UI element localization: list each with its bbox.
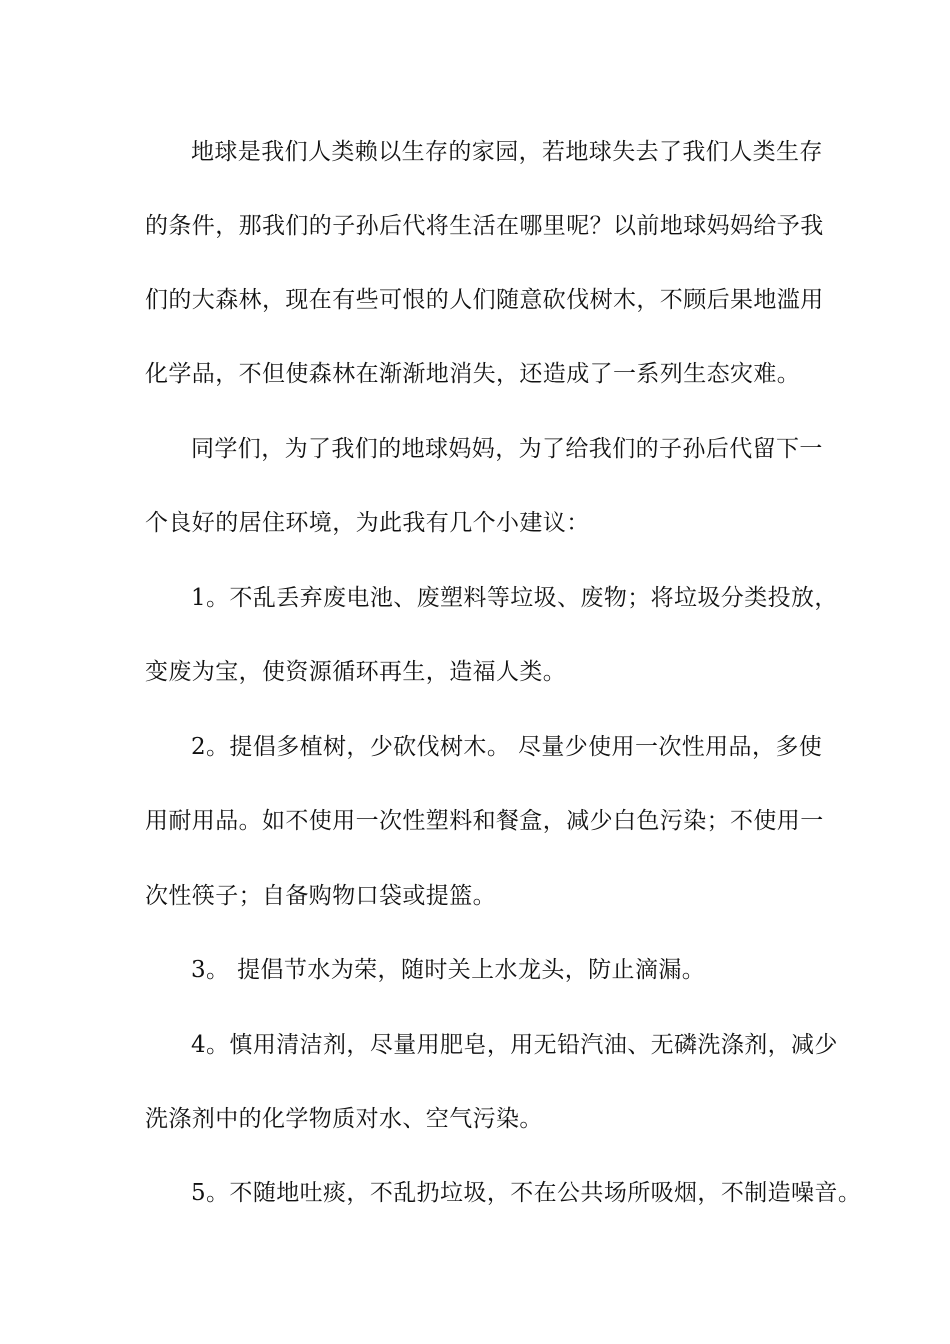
list-item-line: 3。 提倡节水为荣，随时关上水龙头，防止滴漏。	[191, 957, 706, 983]
list-item-line: 1。不乱丢弃废电池、废塑料等垃圾、废物；将垃圾分类投放，	[191, 585, 838, 611]
list-item-line: 5。不随地吐痰，不乱扔垃圾，不在公共场所吸烟，不制造噪音。	[191, 1180, 862, 1206]
list-item-line: 4。慎用清洁剂，尽量用肥皂，用无铅汽油、无磷洗涤剂，减少	[191, 1032, 838, 1058]
paragraph-line: 化学品，不但使森林在渐渐地消失，还造成了一系列生态灾难。	[145, 361, 801, 387]
paragraph-line: 们的大森林，现在有些可恨的人们随意砍伐树木，不顾后果地滥用	[145, 287, 824, 313]
list-item-line: 次性筷子；自备购物口袋或提篮。	[145, 883, 496, 909]
list-item-line: 洗涤剂中的化学物质对水、空气污染。	[145, 1106, 543, 1132]
list-item-line: 2。提倡多植树，少砍伐树木。 尽量少使用一次性用品，多使	[191, 734, 823, 760]
paragraph-line: 地球是我们人类赖以生存的家园，若地球失去了我们人类生存	[191, 139, 823, 165]
paragraph-line: 个良好的居住环境，为此我有几个小建议：	[145, 510, 590, 536]
list-item-line: 变废为宝，使资源循环再生，造福人类。	[145, 659, 567, 685]
paragraph-line: 同学们，为了我们的地球妈妈，为了给我们的子孙后代留下一	[191, 436, 823, 462]
paragraph-line: 的条件，那我们的子孙后代将生活在哪里呢？以前地球妈妈给予我	[145, 213, 824, 239]
list-item-line: 用耐用品。如不使用一次性塑料和餐盒，减少白色污染；不使用一	[145, 808, 824, 834]
